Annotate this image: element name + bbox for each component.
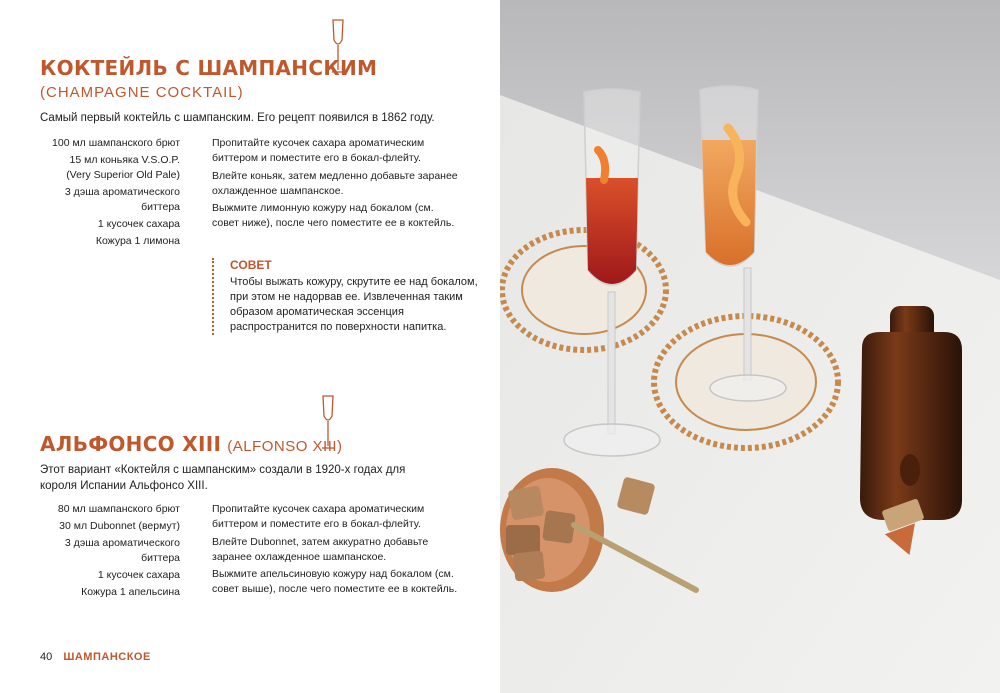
ingredient-line: 1 кусочек сахара — [97, 218, 180, 230]
ingredient-line: 100 мл шампанского брют — [52, 137, 180, 149]
sugar-cube — [542, 510, 576, 544]
ingredient-line: 3 дэша ароматического — [64, 537, 180, 549]
recipe-2-title — [40, 432, 343, 456]
tip-title: СОВЕТ — [230, 258, 272, 272]
ingredient-line: 3 дэша ароматического — [64, 186, 180, 198]
step-text: Выжмите апельсиновую кожуру над бокалом (см. совет выше), после чего поместите ее в коктейль. — [212, 568, 458, 595]
recipe-2-ingredients — [0, 502, 180, 602]
page-footer — [40, 651, 151, 663]
tip-box — [212, 258, 490, 335]
sugar-cube — [506, 525, 540, 555]
tip-text: Чтобы выжать кожуру, скрутите ее над бокалом, при этом не надорвав ее. Извлеченная таким образом ароматическая эссенция распространится по поверхности напитка. — [230, 276, 478, 333]
champagne-flute-icon — [328, 18, 348, 76]
ingredient-line: биттера — [141, 201, 180, 213]
ingredient-line: 30 мл Dubonnet (вермут) — [59, 520, 180, 532]
step-text: Влейте коньяк, затем медленно добавьте заранее охлажденное шампанское. — [212, 169, 458, 197]
recipe-1-intro: Самый первый коктейль с шампанским. Его рецепт появился в 1862 году. — [40, 112, 435, 124]
recipe-2-intro: Этот вариант «Коктейля с шампанским» создали в 1920-х годах для короля Испании Альфонсо XIII. — [40, 464, 406, 492]
recipe-2-steps — [212, 502, 462, 600]
recipe-1-title: КОКТЕЙЛЬ С ШАМПАНСКИМ — [40, 56, 378, 80]
step-text: Влейте Dubonnet, затем аккуратно добавьте заранее охлажденное шампанское. — [212, 535, 429, 563]
sugar-cube — [513, 551, 546, 582]
step-text: Пропитайте кусочек сахара ароматическим биттером и поместите его в бокал-флейту. — [212, 137, 425, 164]
page-number: 40 — [40, 651, 53, 663]
sugar-cube — [508, 485, 545, 520]
section-name: ШАМПАНСКОЕ — [63, 651, 151, 663]
cocktail-photo — [500, 0, 1000, 693]
photo-page — [500, 0, 1000, 693]
ingredient-line: (Very Superior Old Pale) — [66, 169, 180, 181]
ingredient-line: биттера — [141, 552, 180, 564]
bitters-bottle — [860, 306, 962, 520]
recipe-1-steps — [212, 136, 462, 234]
recipe-1-subtitle: (CHAMPAGNE COCKTAIL) — [40, 84, 244, 101]
recipe-2-subtitle: (ALFONSO XIII) — [227, 438, 343, 455]
ingredient-line: 15 мл коньяка V.S.O.P. — [69, 154, 180, 166]
ingredient-line: Кожура 1 апельсина — [81, 586, 180, 598]
step-text: Выжмите лимонную кожуру над бокалом (см. совет ниже), после чего поместите ее в коктейль. — [212, 202, 455, 229]
step-text: Пропитайте кусочек сахара ароматическим биттером и поместите его в бокал-флейту. — [212, 503, 425, 530]
ingredient-line: Кожура 1 лимона — [95, 235, 180, 247]
recipe-1-ingredients — [0, 136, 180, 251]
ingredient-line: 80 мл шампанского брют — [57, 503, 180, 515]
ingredient-line: 1 кусочек сахара — [97, 569, 180, 581]
recipe-2-title-text: АЛЬФОНСО XIII — [40, 432, 222, 456]
